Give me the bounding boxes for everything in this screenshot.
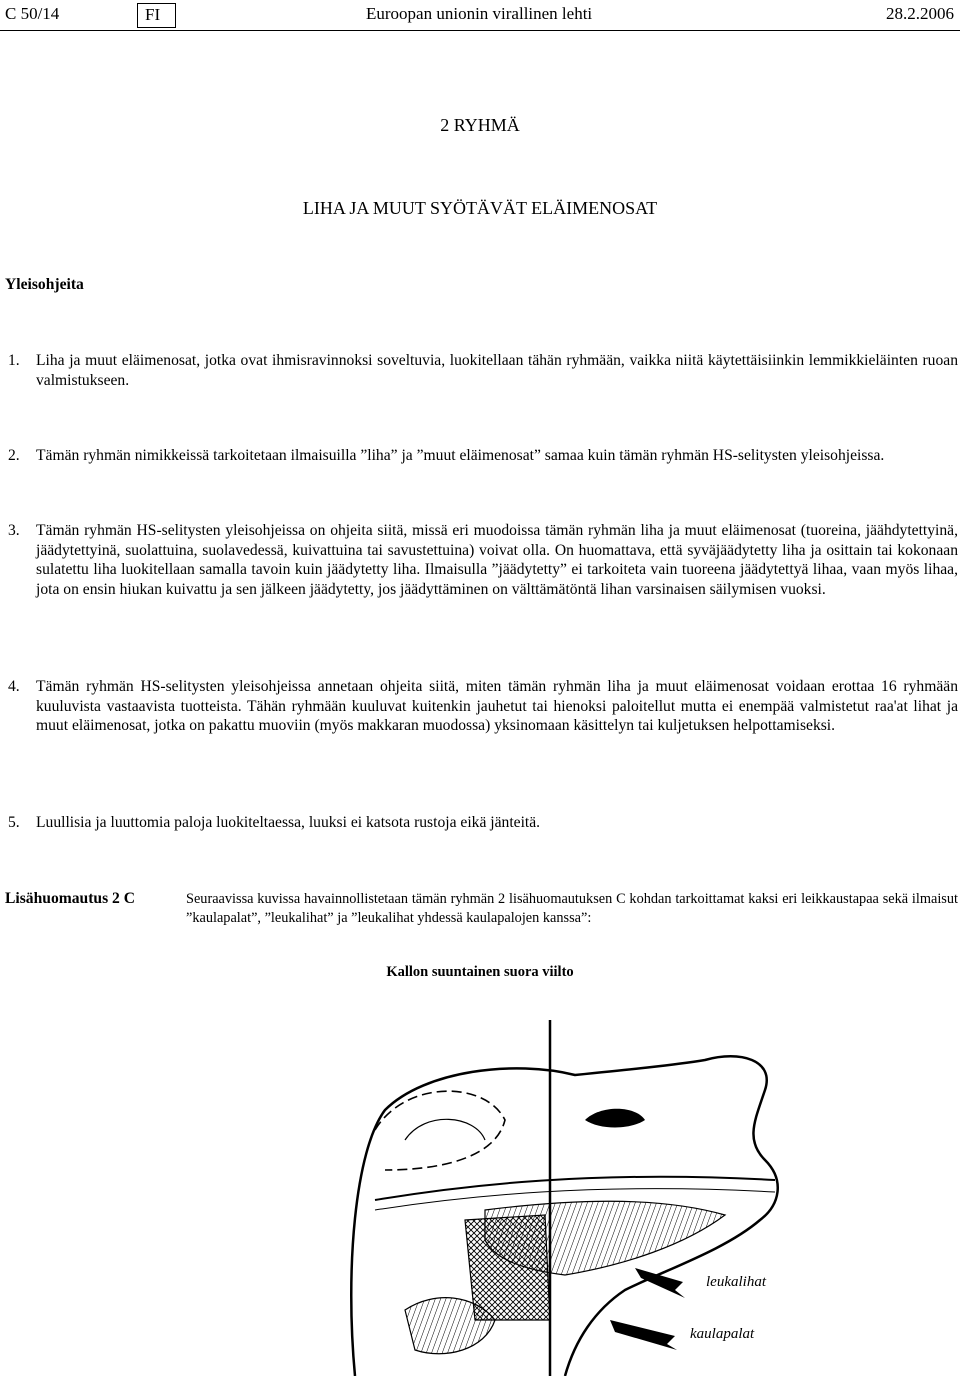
note-label: Lisähuomautus 2 C <box>5 890 135 907</box>
header-divider <box>0 30 960 31</box>
paragraph-number: 4. <box>8 678 20 695</box>
pig-head-cut-illustration <box>345 1020 815 1376</box>
paragraph-number: 1. <box>8 352 20 369</box>
language-badge <box>137 3 176 28</box>
paragraph-2 <box>8 446 958 466</box>
paragraph-4 <box>8 677 958 736</box>
issue-date: 28.2.2006 <box>886 4 954 23</box>
subheading: Yleisohjeita <box>5 276 84 293</box>
figure-title: Kallon suuntainen suora viilto <box>386 964 574 980</box>
paragraph-number: 2. <box>8 447 20 464</box>
group-title: LIHA JA MUUT SYÖTÄVÄT ELÄIMENOSAT <box>302 198 658 218</box>
note-text: Seuraavissa kuvissa havainnollistetaan tämän ryhmän 2 lisähuomautuksen C kohdan tarkoittamat kaksi eri leikkaustapaa sekä ilmaisut ”kaulapalat”, ”leukalihat” ja ”leukalihat yhdessä kaulapalojen kanssa”: <box>186 891 958 926</box>
paragraph-text: Luullisia ja luuttomia paloja luokiteltaessa, luuksi ei katsota rustoja eikä jänteitä. <box>36 814 541 831</box>
paragraph-1 <box>8 351 958 390</box>
label-leukalihat: leukalihat <box>706 1274 766 1290</box>
paragraph-number: 5. <box>8 814 20 831</box>
paragraph-text: Tämän ryhmän nimikkeissä tarkoitetaan ilmaisuilla ”liha” ja ”muut eläimenosat” samaa kuin tämän ryhmän HS-selitysten yleisohjeissa. <box>36 447 885 464</box>
page-reference: C 50/14 <box>5 4 60 23</box>
language-code: FI <box>145 5 161 24</box>
label-kaulapalat: kaulapalat <box>690 1326 755 1342</box>
group-heading: 2 RYHMÄ <box>440 115 520 135</box>
paragraph-5 <box>8 813 958 833</box>
paragraph-3 <box>8 521 958 600</box>
journal-title: Euroopan unionin virallinen lehti <box>366 4 593 23</box>
paragraph-number: 3. <box>8 522 20 539</box>
paragraph-text: Tämän ryhmän HS-selitysten yleisohjeissa annetaan ohjeita siitä, miten tämän ryhmän liha ja muut eläimenosat voidaan erottaa 16 ryhmään kuuluvista vastaavista tuotteista. Tähän ryhmään kuuluvat kuitenkin jauhetut tai hienoksi paloitellut mutta ei enempää valmistetut raa'at lihat ja muut eläimenosat, jotka on pakattu muoviin (myös makkaran muodossa) yksinomaan käsittelyn tai kuljetuksen helpottamiseksi. <box>36 678 958 735</box>
paragraph-text: Liha ja muut eläimenosat, jotka ovat ihmisravinnoksi soveltuvia, luokitellaan tähän ryhmään, vaikka niitä käytettäisiinkin lemmikkieläinten ruoan valmistukseen. <box>36 352 958 389</box>
paragraph-text: Tämän ryhmän HS-selitysten yleisohjeissa on ohjeita siitä, missä eri muodoissa tämän ryhmän liha ja muut eläimenosat (tuoreina, jäähdytettyinä, jäädytettyinä, suolattuina, suolavedessä, kuivattuina tai savustettuina) voivat olla. On huomattava, että syväjäädytetty liha ja osittain tai kokonaan sulatettu liha luokitellaan samalla tavoin kuin jäädytetty liha. Ilmaisulla ”jäädytetty” ei tarkoiteta vain tuoreena jäädytettyä lihaa, vaan myös lihaa, jota on ensin hiukan kuivattu ja sen jälkeen jäädytetty, jos jäädyttäminen on välttämätöntä lihan varsinaisen säilymisen vuoksi. <box>36 522 958 599</box>
